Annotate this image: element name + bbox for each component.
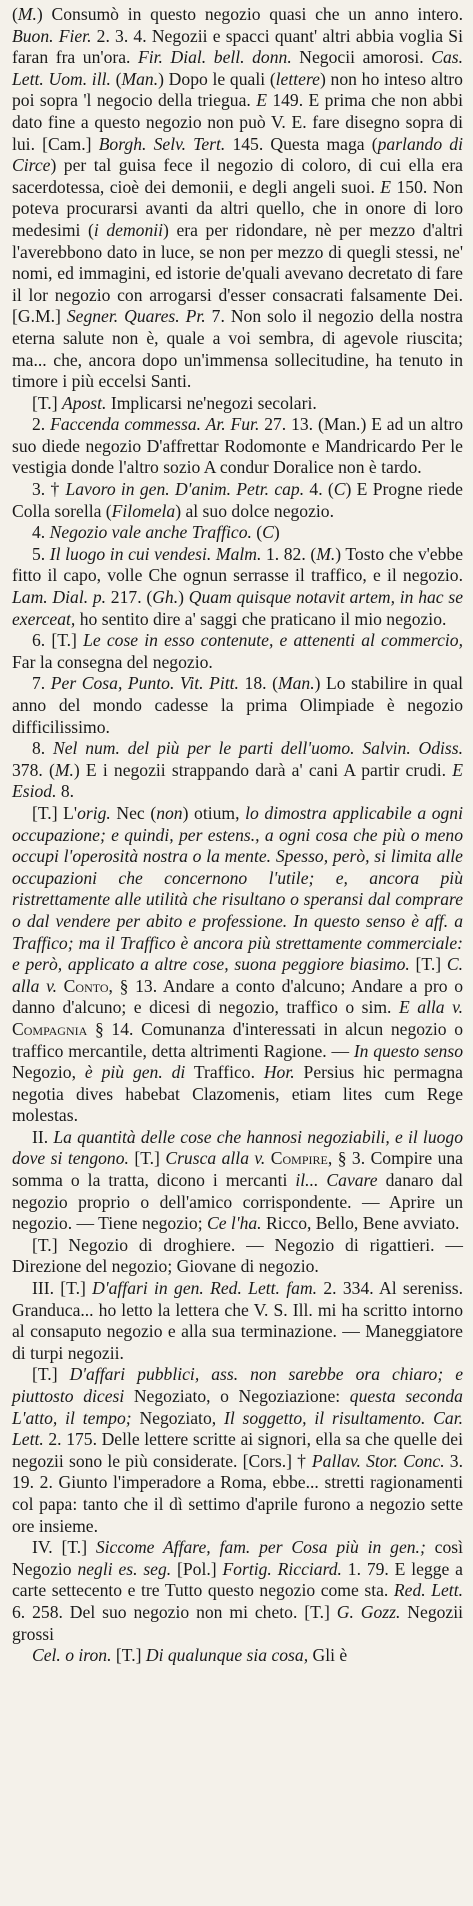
text-run: , § 3. Compire una somma o la tratta, dicono i mercanti xyxy=(12,1148,463,1191)
text-run: C. alla v. xyxy=(12,954,463,996)
text-run: Ce l'ha. xyxy=(206,1213,262,1234)
text-run: [Pol.] xyxy=(171,1558,223,1579)
text-run: 7. xyxy=(32,673,51,694)
text-run: ) E i negozii strappando darà a' cani A partir crudi. xyxy=(73,759,453,780)
text-run: Hor. xyxy=(263,1062,295,1083)
text-run: ( xyxy=(12,4,18,24)
entry-paragraph xyxy=(12,738,463,803)
text-run: M. xyxy=(316,543,336,564)
text-run: [T.] xyxy=(409,954,447,975)
text-run: così Negozio xyxy=(12,1537,463,1579)
text-run: è più gen. di xyxy=(84,1062,186,1083)
text-run: D'affari pubblici, ass. non sarebbe ora chiaro; e piuttosto dicesi xyxy=(12,1364,463,1406)
text-run: Negozio, xyxy=(12,1062,85,1083)
text-run: ) Lo stabilire in qual anno del mondo cadesse la prima Olimpiade è negozio difficilissimo. xyxy=(12,673,463,737)
entry-paragraph xyxy=(12,4,463,393)
text-run: 6. [T.] xyxy=(32,630,84,651)
entry-paragraph xyxy=(12,1278,463,1364)
text-run: ) E Progne riede Colla sorella ( xyxy=(12,479,463,521)
text-run: [T.] xyxy=(32,392,62,413)
text-run: ) al suo dolce negozio. xyxy=(175,500,334,521)
entry-paragraph xyxy=(12,414,463,479)
text-run: 7. Non solo il negozio della nostra eterna salute non è, quale a voi sembra, di agevole riuscita; ma... che, ancora dopo un'immensa sollecitudine, ha tenuto in timore i più eccelsi Santi. xyxy=(12,306,463,392)
text-run: 2. 334. Al sereniss. Granduca... ho letto la lettera che V. S. Ill. mi ha scritto intorno al consaputo negozio e alla sua terminazione. — Maneggiatore di turpi negozii. xyxy=(12,1278,463,1363)
text-run: i demonii xyxy=(93,219,164,240)
text-run: Negocii amorosi. xyxy=(291,47,432,68)
text-run: lo dimostra applicabile a ogni occupazione; e quindi, per estens., a ogni cosa che più o meno occupi l'operosità nostra o la mente. Spesso, però, si limita alle occupazioni che concernono l'utile; e, ancora più ristrettamente alle utilità che risultano o speransi dal comprare o dal vendere per abito e professione. In questo senso è aff. a Traffico; ma il Traffico è ancora più strettamente commerciale: e però, applicato a altre cose, suona peggiore biasimo. xyxy=(12,802,463,975)
entry-paragraph xyxy=(12,479,463,522)
text-run: Segner. Quares. Pr. xyxy=(66,306,206,327)
text-run: negli es. seg. xyxy=(77,1558,172,1579)
text-run: 149. E prima che non abbi dato fine a questo negozio non può V. E. fare disegno sopra di lui. [Cam.] xyxy=(12,90,464,154)
text-run: ) xyxy=(178,587,189,608)
text-run: il... Cavare xyxy=(295,1170,378,1191)
text-run: Conto xyxy=(63,975,109,996)
text-run: Negozii grossi xyxy=(12,1601,463,1644)
text-run: M. xyxy=(54,759,74,780)
text-run: 145. Questa maga ( xyxy=(225,133,378,154)
text-run: [T.] xyxy=(32,1364,70,1385)
text-run: non xyxy=(156,802,183,823)
text-run: ( xyxy=(110,68,122,89)
text-run: Il soggetto, il risultamento. Car. Lett. xyxy=(12,1407,463,1450)
text-run: Cas. Lett. Uom. ill. xyxy=(12,47,463,89)
text-run: G. Gozz. xyxy=(336,1601,401,1622)
text-run: Nec ( xyxy=(110,802,157,823)
text-run: orig. xyxy=(77,802,111,823)
entry-paragraph xyxy=(12,544,463,630)
text-run: 1. 82. ( xyxy=(261,543,317,564)
text-run: ) Tosto che v'ebbe fitto il capo, volle Che ognun serrasse il traffico, e il negozio. xyxy=(12,543,464,586)
text-run: questa seconda L'atto, il tempo; xyxy=(12,1386,463,1428)
text-run: Faccenda commessa. Ar. Fur. xyxy=(50,414,260,435)
text-run: 2. 3. 4. Negozii e spacci quant' altri abbia voglia Si faran fra un'ora. xyxy=(12,25,463,68)
text-run: ) era per ridondare, nè per mezzo d'altri l'averebbono dato in luce, se non per mezzo di quegli stessi, ne' nomi, ed immagini, ed istorie de'quali avevano decretato di fare il lor negozio con arrogarsi d'esser consacrati falsamente Dei. [G.M.] xyxy=(12,219,463,327)
text-run: Fortig. Ricciard. xyxy=(222,1558,342,1579)
text-run: 378. ( xyxy=(12,759,55,780)
text-run: Nel num. del più per le parti dell'uomo. Salvin. Odiss. xyxy=(52,738,463,759)
text-run: Per Cosa, Punto. Vit. Pitt. xyxy=(50,673,239,694)
text-run: Far la consegna del negozio. xyxy=(12,651,213,672)
text-run: ) Dopo le quali ( xyxy=(158,68,276,89)
text-run: 4. ( xyxy=(304,479,334,500)
text-run: Persius hic permagna negotia dives habebat Clazomenis, etiam lites cum Rege molestas. xyxy=(12,1062,463,1126)
text-run: Fir. Dial. bell. donn. xyxy=(138,47,292,68)
text-run: Man. xyxy=(277,673,315,694)
text-run xyxy=(57,976,64,996)
text-run: 27. 13. (Man.) E ad un altro suo diede negozio D'affrettar Rodomonte e Mandricardo Per le vestigia donde l'altro sozio A condur Doralice non è tardo. xyxy=(12,414,464,478)
text-run: danaro dal negozio proprio o dell'amico corrispondente. — Aprire un negozio. — Tiene negozio; xyxy=(12,1170,463,1234)
text-run: Siccome Affare, fam. per Cosa più in gen.; xyxy=(95,1537,426,1558)
text-run: Man. xyxy=(121,68,159,89)
text-run: 18. ( xyxy=(238,673,278,694)
text-run: E xyxy=(256,90,267,111)
text-run: Il luogo in cui vendesi. Malm. xyxy=(49,543,262,564)
text-run: Compagnia xyxy=(12,1018,88,1039)
entry-paragraph xyxy=(12,1235,463,1278)
text-run: C xyxy=(333,479,346,500)
text-run: Gli è xyxy=(308,1645,348,1666)
text-run: E Esiod. xyxy=(12,759,464,802)
text-run: Negozio vale anche Traffico. xyxy=(49,522,252,543)
text-run: ) xyxy=(273,522,280,543)
text-run: [T.] xyxy=(111,1645,146,1666)
text-run: Lavoro in gen. D'anim. Petr. cap. xyxy=(65,479,305,500)
text-run: 2. 175. Delle lettere scritte ai signori, ella sa che quelle dei negozii sono le più considerate. [Cors.] † xyxy=(12,1429,463,1471)
text-run: M. xyxy=(17,4,37,24)
text-run: Ricco, Bello, Bene avviato. xyxy=(261,1213,460,1234)
text-run: D'affari in gen. Red. Lett. fam. xyxy=(92,1278,318,1299)
text-run: 150. Non poteva procurarsi avanti da altri quello, che in onore di loro medesimi ( xyxy=(12,176,463,240)
entry-paragraph xyxy=(12,630,463,673)
text-run: 6. 258. Del suo negozio non mi cheto. [T.] xyxy=(12,1601,337,1622)
text-run: 4. xyxy=(32,522,50,543)
entry-paragraph xyxy=(12,1537,463,1645)
text-run: § 14. Comunanza d'interessati in alcun negozio o traffico mercantile, detta altrimenti Ragione. — xyxy=(12,1018,463,1061)
entry-paragraph xyxy=(12,673,463,738)
text-run: Filomela xyxy=(111,500,176,521)
text-run: Traffico. xyxy=(185,1062,264,1083)
text-run: Buon. Fier. xyxy=(12,25,92,46)
text-run: E alla v. xyxy=(398,997,463,1018)
text-run: ho sentito dire a' saggi che praticano il mio negozio. xyxy=(75,608,447,629)
text-run: Crusca alla v. xyxy=(165,1148,266,1169)
text-run: 8. xyxy=(56,781,75,802)
text-run: ( xyxy=(251,522,263,543)
text-run: 3. † xyxy=(32,479,66,500)
text-run: In questo senso xyxy=(353,1040,463,1061)
text-run: Apost. xyxy=(61,392,107,413)
text-run: 217. ( xyxy=(106,587,153,608)
text-run: Gh. xyxy=(152,587,179,608)
text-run: Lam. Dial. p. xyxy=(12,587,107,608)
text-run: III. [T.] xyxy=(32,1278,93,1299)
text-run: Implicarsi ne'negozi secolari. xyxy=(106,392,317,413)
entry-paragraph xyxy=(12,1364,463,1537)
entry-paragraph xyxy=(12,803,463,1127)
text-run: [T.] xyxy=(128,1148,166,1169)
text-run: ) Consumò in questo negozio quasi che un anno intero. xyxy=(36,4,463,24)
text-run: [T.] Negozio di droghiere. — Negozio di rigattieri. — Direzione del negozio; Giovane di negozio. xyxy=(12,1234,463,1277)
text-run: La quantità delle cose che hannosi negoziabili, e il luogo dove si tengono. xyxy=(12,1126,464,1169)
text-run: Compire xyxy=(270,1148,328,1169)
text-run: Cel. o iron. xyxy=(32,1645,112,1666)
text-run: 1. 79. E legge a carte settecento e tre Tutto questo negozio come sta. xyxy=(12,1558,463,1601)
text-run: 2. xyxy=(32,414,51,435)
text-run: Negoziato, xyxy=(131,1407,224,1428)
text-run: C xyxy=(262,522,274,543)
text-run: E xyxy=(380,176,392,197)
text-run: , § 13. Andare a conto d'alcuno; Andare a pro o danno d'alcuno; e dicesi di negozio, traffico o sim. xyxy=(12,975,463,1018)
text-run: ) per tal guisa fece il negozio di coloro, di cui ella era sacerdotessa, cioè dei demonii, e degli angeli suoi. xyxy=(12,155,463,197)
text-run: 8. xyxy=(32,738,53,759)
entry-paragraph xyxy=(12,393,463,415)
text-run: Quam quisque notavit artem, in hac se exerceat, xyxy=(12,587,464,629)
entry-paragraph xyxy=(12,1127,463,1235)
text-run: Negoziato, o Negoziazione: xyxy=(124,1386,350,1406)
text-run: 5. xyxy=(32,543,50,564)
text-run: IV. [T.] xyxy=(32,1537,96,1558)
text-run: II. xyxy=(32,1126,54,1147)
text-run: ) non ho inteso altro poi sopra 'l negocio della triegua. xyxy=(12,68,463,111)
text-run: Le cose in esso contenute, e attenenti al commercio, xyxy=(83,630,463,651)
text-run: ) otium, xyxy=(182,802,246,823)
entry-paragraph xyxy=(12,1645,463,1667)
text-run: parlando di Circe xyxy=(12,133,463,176)
text-run: Di qualunque sia cosa, xyxy=(145,1645,309,1666)
text-run: Red. Lett. xyxy=(393,1580,463,1601)
text-run: Pallav. Stor. Conc. xyxy=(311,1450,445,1471)
text-run: 3. 19. 2. Giunto l'imperadore a Roma, ebbe... stretti ragionamenti col papa: tanto che il dì settimo d'aprile furono a negozio sette ore insieme. xyxy=(12,1450,464,1536)
entry-paragraph xyxy=(12,522,463,544)
text-run: Borgh. Selv. Tert. xyxy=(98,133,226,154)
text-run: [T.] L' xyxy=(32,802,78,823)
text-run: lettere xyxy=(275,68,320,89)
